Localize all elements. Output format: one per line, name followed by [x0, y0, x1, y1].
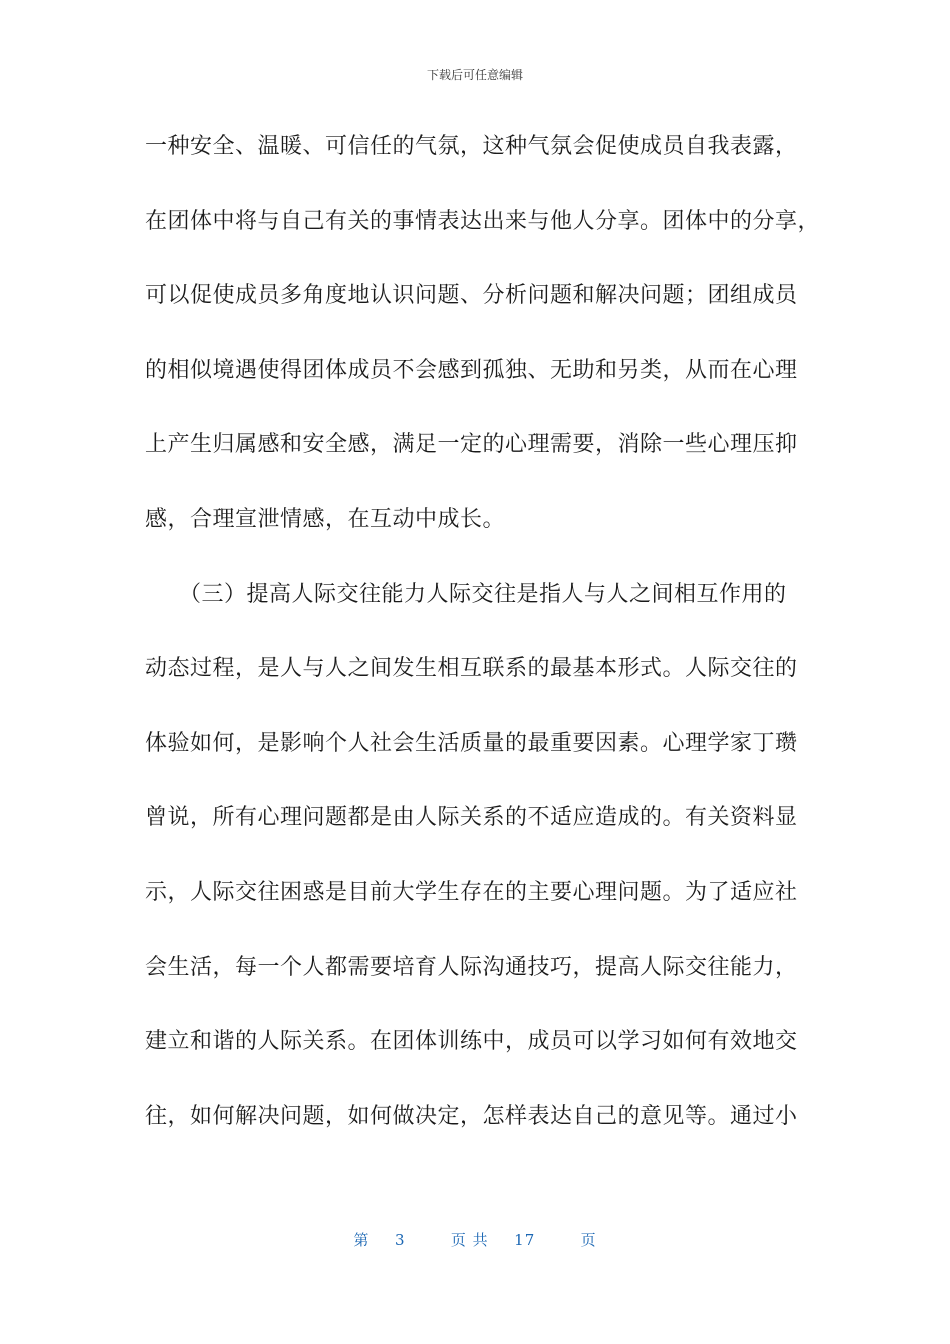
body-text [145, 131, 821, 1175]
footer-middle: 页 共 [450, 1231, 489, 1249]
text-line: 感，合理宣泄情感，在互动中成长。 [145, 506, 506, 532]
page-footer [0, 1229, 950, 1250]
text-line: 在团体中将与自己有关的事情表达出来与他人分享。团体中的分享， [145, 208, 821, 234]
text-line: 一种安全、温暖、可信任的气氛，这种气氛会促使成员自我表露， [145, 134, 798, 159]
total-page-number: 17 [514, 1231, 536, 1249]
text-line: 可以促使成员多角度地认识问题、分析问题和解决问题；团组成员 [145, 283, 798, 309]
text-line: 上产生归属感和安全感，满足一定的心理需要，消除一些心理压抑 [145, 432, 798, 458]
text-line: （三）提高人际交往能力人际交往是指人与人之间相互作用的 [179, 581, 787, 607]
text-line: 示，人际交往困惑是目前大学生存在的主要心理问题。为了适应社 [145, 879, 798, 905]
text-line: 建立和谐的人际关系。在团体训练中，成员可以学习如何有效地交 [145, 1029, 798, 1055]
page-header: 下载后可任意编辑 [426, 68, 523, 82]
text-line: 体验如何，是影响个人社会生活质量的最重要因素。心理学家丁瓒 [145, 730, 798, 756]
text-line: 曾说，所有心理问题都是由人际关系的不适应造成的。有关资料显 [145, 805, 798, 831]
footer-prefix: 第 [353, 1231, 370, 1249]
footer-suffix: 页 [580, 1231, 597, 1249]
text-line: 的相似境遇使得团体成员不会感到孤独、无助和另类，从而在心理 [145, 357, 798, 383]
text-line: 会生活，每一个人都需要培育人际沟通技巧，提高人际交往能力， [145, 954, 798, 980]
text-line: 往，如何解决问题，如何做决定，怎样表达自己的意见等。通过小 [145, 1103, 798, 1129]
text-line: 动态过程，是人与人之间发生相互联系的最基本形式。人际交往的 [145, 656, 798, 682]
current-page-number: 3 [394, 1231, 406, 1249]
